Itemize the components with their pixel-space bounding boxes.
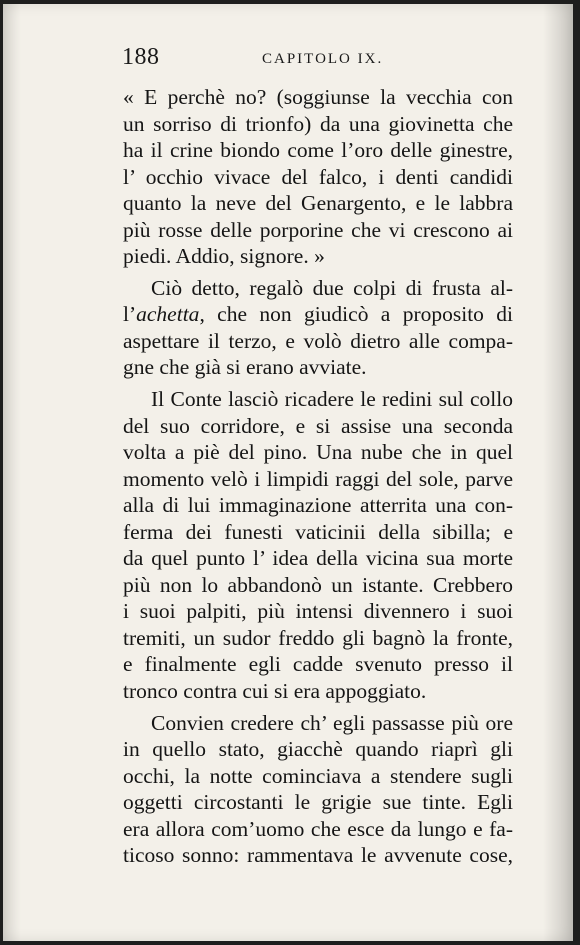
text-line: oggetti circostanti le grigie sue tinte. Egli [123,790,513,815]
text-line: tremiti, un sudor freddo gli bagnò la fronte, [123,625,513,650]
paragraph-1 [123,84,513,270]
italic-word: achetta [136,302,200,327]
book-page [3,4,573,941]
text-line: Convien credere ch’ egli passasse più ore [151,710,513,735]
text-line: del suo corridore, e si assise una seconda [123,413,513,438]
text-line: e finalmente egli cadde svenuto presso il [123,652,513,677]
spine-shadow [3,4,21,941]
page-header [122,44,512,80]
text-line: quanto la neve del Genargento, e le labbra [123,191,513,216]
text-line: volta a piè del pino. Una nube che in quel [123,440,513,465]
page-number: 188 [122,44,160,70]
text-line: gne che già si erano avviate. [123,355,367,380]
text-line: tronco contra cui si era appoggiato. [123,679,427,704]
text-line: un sorriso di trionfo) da una giovinetta che [123,111,513,136]
text-line: ticoso sonno: rammentava le avvenute cose, [123,843,513,868]
text-line: alla di lui immaginazione atterrita una con- [123,493,513,518]
text-line: occhi, la notte cominciava a stendere sugli [123,763,513,788]
paragraph-3 [123,386,513,705]
text-line: ha il crine biondo come l’oro delle ginestre, [123,138,513,163]
text-line: i suoi palpiti, più intensi divennero i suoi [123,599,513,624]
text-line: piedi. Addio, signore. » [123,244,325,269]
text-line: Ciò detto, regalò due colpi di frusta al- [151,275,513,300]
paragraph-2 [123,275,513,381]
body-text [123,84,513,869]
text-fragment: , che non giudicò a proposito di [199,302,513,327]
text-line: da quel punto l’ idea della vicina sua morte [123,546,513,571]
text-line: era allora com’uomo che esce da lungo e fa- [123,816,513,841]
text-fragment: l’ [123,302,137,327]
text-line: aspettare il terzo, e volò dietro alle compa- [123,328,513,353]
text-line: Il Conte lasciò ricadere le redini sul collo [151,387,513,412]
text-line: in quello stato, giacchè quando riaprì gli [123,737,513,762]
text-line-with-italic [123,301,513,328]
text-line: ferma dei funesti vaticinii della sibilla; e [123,519,513,544]
text-line: più rosse delle porporine che vi crescono ai [123,217,513,242]
running-head: CAPITOLO IX. [262,51,384,67]
text-line: momento velò i limpidi raggi del sole, parve [123,466,513,491]
text-line: più non lo abbandonò un istante. Crebbero [123,572,513,597]
text-line: « E perchè no? (soggiunse la vecchia con [123,85,513,109]
paragraph-4 [123,710,513,869]
page-edge-shadow [543,4,573,941]
text-line: l’ occhio vivace del falco, i denti candidi [123,164,513,189]
